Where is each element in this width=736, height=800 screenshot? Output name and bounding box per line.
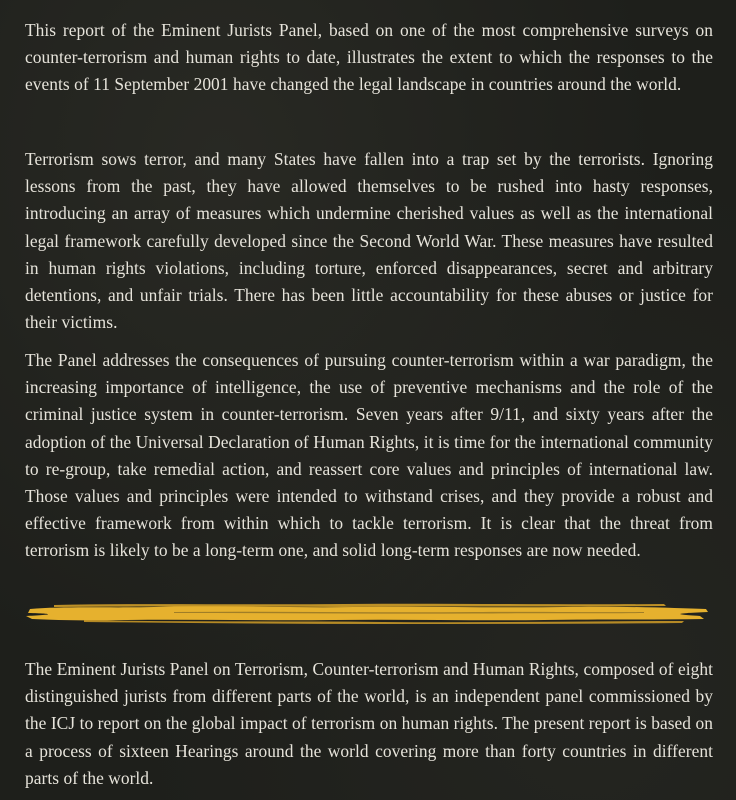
intro-paragraph: This report of the Eminent Jurists Panel, based on one of the most comprehensive surveys on counter-terrorism and human rights to date, illustrates the extent to which the responses to the events of 11 September 2001 have changed the legal landscape in countries around the world. bbox=[25, 20, 713, 95]
panel-description-paragraph: The Eminent Jurists Panel on Terrorism, Counter-terrorism and Human Rights, composed of eight distinguished jurists from different parts of the world, is an independent panel commissioned by the ICJ to report on the global impact of terrorism on human rights. The present report is based on a process of sixteen Hearings around the world covering more than forty countries in different parts of the world. bbox=[25, 659, 713, 788]
panel-paragraph: The Panel addresses the consequences of pursuing counter-terrorism within a war paradigm, the increasing importance of intelligence, the use of preventive mechanisms and the role of the criminal justice system in counter-terrorism. Seven years after 9/11, and sixty years after the adoption of the Universal Declaration of Human Rights, it is time for the international community to re-group, take remedial action, and reassert core values and principles of international law. Those values and principles were intended to withstand crises, and they provide a robust and effective framework from within which to tackle terrorism. It is clear that the threat from terrorism is likely to be a long-term one, and solid long-term responses are now needed. bbox=[25, 350, 713, 561]
brush-stroke-streak-bottom bbox=[84, 620, 684, 624]
brush-stroke-streak-top bbox=[54, 604, 666, 607]
brush-stroke-divider bbox=[24, 598, 710, 628]
terrorism-paragraph: Terrorism sows terror, and many States have fallen into a trap set by the terrorists. Ignoring lessons from the past, they have allowed themselves to be rushed into hasty responses, introducing an array of measures which undermine cherished values as well as the international legal framework carefully developed since the Second World War. These measures have resulted in human rights violations, including torture, enforced disappearances, secret and arbitrary detentions, and unfair trials. There has been little accountability for these abuses or justice for their victims. bbox=[25, 149, 713, 333]
